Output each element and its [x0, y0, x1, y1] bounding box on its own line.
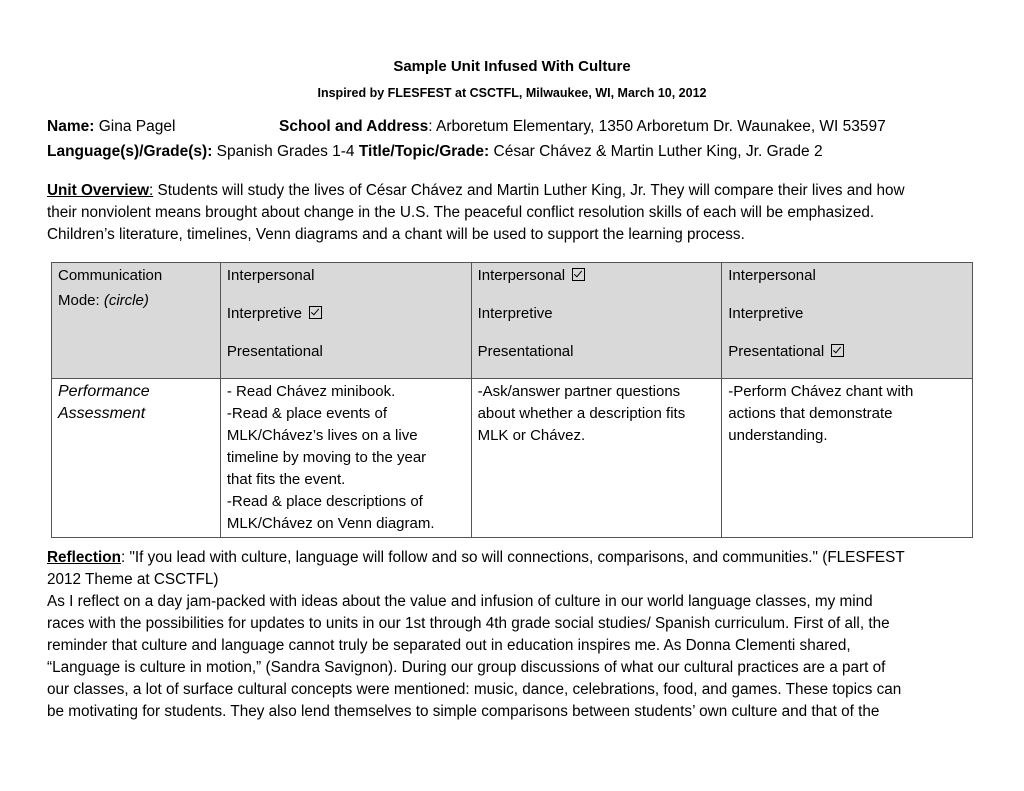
mode-text: Interpersonal — [728, 267, 816, 284]
mode-interpretive — [227, 303, 465, 325]
name-label: Name: — [47, 118, 95, 135]
assessment-line: about whether a description fits — [477, 405, 686, 422]
assessment-line: that fits the event. — [226, 471, 346, 488]
mode-interpretive — [478, 303, 716, 325]
assessment-line: -Perform Chávez chant with — [728, 383, 914, 400]
mode-label: Communication — [58, 267, 163, 284]
assessment-line: MLK or Chávez. — [477, 427, 586, 444]
modes-cell-1 — [220, 263, 471, 379]
mode-text: Interpersonal — [226, 267, 315, 284]
modes-row — [52, 263, 973, 379]
reflection-line-1: : "If you lead with culture, language will follow and so will connections, comparisons, and communities." (FLESFEST — [120, 549, 905, 566]
unit-overview — [47, 180, 982, 246]
mode-presentational — [728, 341, 966, 363]
checked-box-icon — [309, 306, 322, 319]
assessment-line: - Read Chávez minibook. — [226, 383, 396, 400]
mode-text: Interpretive — [477, 305, 553, 322]
reflection — [47, 547, 982, 723]
assessment-cell-2 — [471, 379, 722, 538]
reflection-line-8: be motivating for students. They also lend themselves to simple comparisons between students’ own culture and that of the — [47, 703, 880, 720]
communication-mode-table — [51, 262, 973, 538]
name-school-line — [47, 118, 175, 136]
reflection-line-6: “Language is culture in motion,” (Sandra Savignon). During our group discussions of what our cultural practices are a part of — [47, 659, 886, 676]
modes-cell-2 — [471, 263, 722, 379]
checked-box-icon — [572, 268, 585, 281]
mode-header-cell — [52, 263, 221, 379]
overview-colon: : — [149, 182, 154, 199]
assessment-row — [52, 379, 973, 538]
reflection-line-3: As I reflect on a day jam-packed with ideas about the value and infusion of culture in our world language classes, my mind — [47, 593, 873, 610]
assessment-line: actions that demonstrate — [728, 405, 893, 422]
mode-text: Presentational — [728, 343, 825, 360]
mode-sub-label — [58, 290, 214, 312]
school-value: : Arboretum Elementary, 1350 Arboretum Dr. Waunakee, WI 53597 — [428, 118, 886, 135]
overview-label: Unit Overview — [47, 182, 150, 199]
topic-value: César Chávez & Martin Luther King, Jr. Grade 2 — [493, 143, 823, 160]
mode-text: Interpretive — [728, 305, 804, 322]
assessment-cell-3 — [722, 379, 973, 538]
name-value: Gina Pagel — [98, 118, 176, 135]
mode-presentational — [478, 341, 716, 363]
assessment-line: -Read & place events of — [226, 405, 387, 422]
assessment-line: MLK/Chávez’s lives on a live — [226, 427, 418, 444]
school-label: School and Address — [279, 118, 429, 135]
mode-text: Interpretive — [226, 305, 302, 322]
checked-box-icon — [831, 344, 844, 357]
overview-line-3: Children’s literature, timelines, Venn diagrams and a chant will be used to support the learning process. — [47, 226, 745, 243]
school-line — [279, 118, 886, 136]
modes-cell-3 — [722, 263, 973, 379]
reflection-line-5: reminder that culture and language cannot truly be separated out in education inspires me. As Donna Clementi shared, — [47, 637, 851, 654]
reflection-line-2: 2012 Theme at CSCTFL) — [47, 571, 219, 588]
mode-interpersonal — [728, 265, 966, 287]
assessment-line: -Ask/answer partner questions — [477, 383, 681, 400]
reflection-label: Reflection — [47, 549, 121, 566]
mode-sub-italic: (circle) — [103, 292, 149, 309]
assessment-line: MLK/Chávez on Venn diagram. — [226, 515, 435, 532]
performance-assessment-label: Performance Assessment — [52, 379, 221, 538]
mode-interpersonal — [478, 265, 716, 287]
mode-interpersonal — [227, 265, 465, 287]
mode-text: Presentational — [477, 343, 574, 360]
language-value: Spanish Grades 1-4 — [216, 143, 355, 160]
overview-line-2: their nonviolent means brought about change in the U.S. The peaceful conflict resolution skills of each will be emphasized. — [47, 204, 875, 221]
overview-line-1: Students will study the lives of César Chávez and Martin Luther King, Jr. They will compare their lives and how — [153, 182, 905, 199]
reflection-line-7: our classes, a lot of surface cultural concepts were mentioned: music, dance, celebrations, food, and games. These topics can — [47, 681, 902, 698]
document-subtitle: Inspired by FLESFEST at CSCTFL, Milwaukee, WI, March 10, 2012 — [317, 86, 707, 100]
mode-presentational — [227, 341, 465, 363]
document-title: Sample Unit Infused With Culture — [393, 58, 631, 75]
assessment-line: timeline by moving to the year — [226, 449, 427, 466]
mode-text: Presentational — [226, 343, 323, 360]
assessment-line: understanding. — [728, 427, 828, 444]
language-label: Language(s)/Grade(s): — [47, 143, 213, 160]
assessment-cell-1 — [220, 379, 471, 538]
reflection-line-4: races with the possibilities for updates to units in our 1st through 4th grade social studies/ Spanish curriculum. First of all, the — [47, 615, 890, 632]
language-topic-line — [47, 143, 823, 161]
assessment-line: -Read & place descriptions of — [226, 493, 423, 510]
topic-label: Title/Topic/Grade: — [358, 143, 490, 160]
mode-sub-prefix: Mode: — [58, 292, 104, 309]
mode-interpretive — [728, 303, 966, 325]
mode-text: Interpersonal — [477, 267, 566, 284]
